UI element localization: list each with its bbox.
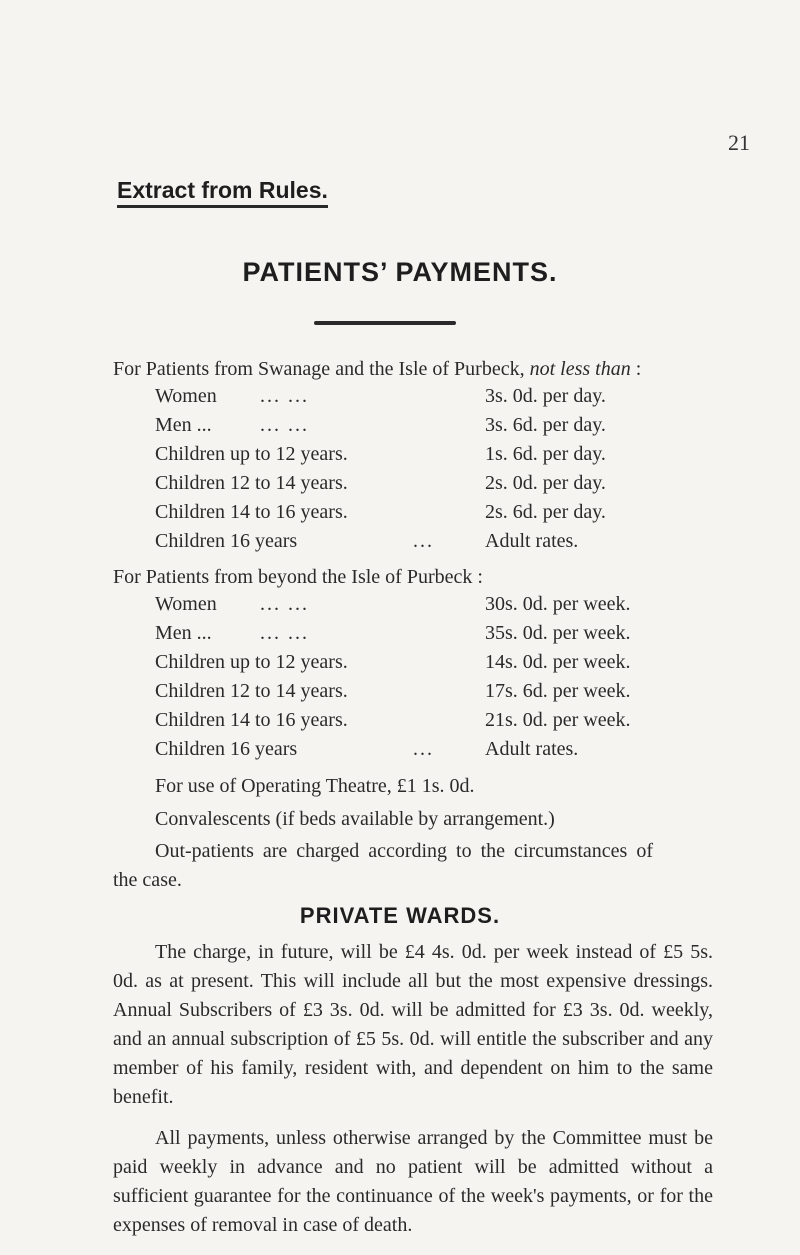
rate-amount: 2s. 0d. per day.: [485, 472, 606, 494]
rate-category: Children 16 years: [155, 530, 298, 552]
local-intro-emphasis: not less than: [529, 358, 631, 380]
rate-amount: 14s. 0d. per week.: [485, 651, 631, 673]
outpatients-note: Out-patients are charged according to the circumstances of the case.: [113, 840, 653, 891]
outside-patients-intro: For Patients from beyond the Isle of Purbeck :: [113, 566, 483, 588]
payments-text: All payments, unless otherwise arranged by the Committee must be paid weekly in advance and no patient will be admitted without a sufficient guarantee for the continuance of the week's payments, or for the expenses of removal in case of death.: [113, 1127, 713, 1236]
rate-category: Women: [155, 385, 217, 407]
rate-category: Men ...: [155, 414, 212, 436]
rate-amount: 3s. 6d. per day.: [485, 414, 606, 436]
rate-amount: 30s. 0d. per week.: [485, 593, 631, 615]
theatre-note: For use of Operating Theatre, £1 1s. 0d.: [155, 775, 475, 797]
rate-amount: 1s. 6d. per day.: [485, 443, 606, 465]
rate-category: Children 16 years: [155, 738, 298, 760]
rate-amount: 35s. 0d. per week.: [485, 622, 631, 644]
rate-category: Children 12 to 14 years.: [155, 472, 348, 494]
leader-dots: ...: [413, 738, 434, 760]
rate-amount: 17s. 6d. per week.: [485, 680, 631, 702]
rate-amount: Adult rates.: [485, 530, 579, 552]
rate-amount: Adult rates.: [485, 738, 579, 760]
rate-category: Children 14 to 16 years.: [155, 709, 348, 731]
leader-dots: ...: [413, 530, 434, 552]
private-wards-text: The charge, in future, will be £4 4s. 0d. per week instead of £5 5s. 0d. as at present. This will include all but the most expensive dressings. Annual Subscribers of £3 3s. 0d. will be admitted for £3 3s. 0d. weekly, and an annual subscription of £5 5s. 0d. will entitle the subscriber and any member of his family, resident with, and dependent on him to the same benefit.: [113, 941, 713, 1108]
convalescents-note: Convalescents (if beds available by arrangement.): [155, 808, 555, 830]
page-number: 21: [728, 130, 750, 155]
rate-amount: 2s. 6d. per day.: [485, 501, 606, 523]
local-patients-intro: [113, 358, 641, 381]
rate-category: Children 12 to 14 years.: [155, 680, 348, 702]
title-divider: [314, 321, 456, 325]
rate-category: Children up to 12 years.: [155, 443, 348, 465]
rate-category: Men ...: [155, 622, 212, 644]
local-intro-colon: :: [635, 358, 642, 380]
leader-dots: ... ...: [260, 414, 309, 436]
rate-category: Women: [155, 593, 217, 615]
leader-dots: ... ...: [260, 593, 309, 615]
page-title: PATIENTS’ PAYMENTS.: [242, 257, 558, 287]
rate-category: Children up to 12 years.: [155, 651, 348, 673]
private-wards-heading: PRIVATE WARDS.: [299, 903, 501, 928]
local-intro-text: For Patients from Swanage and the Isle of Purbeck,: [113, 358, 525, 380]
leader-dots: ... ...: [260, 622, 309, 644]
rate-amount: 21s. 0d. per week.: [485, 709, 631, 731]
leader-dots: ... ...: [260, 385, 309, 407]
rate-amount: 3s. 0d. per day.: [485, 385, 606, 407]
rate-category: Children 14 to 16 years.: [155, 501, 348, 523]
extract-heading: Extract from Rules.: [117, 178, 328, 208]
